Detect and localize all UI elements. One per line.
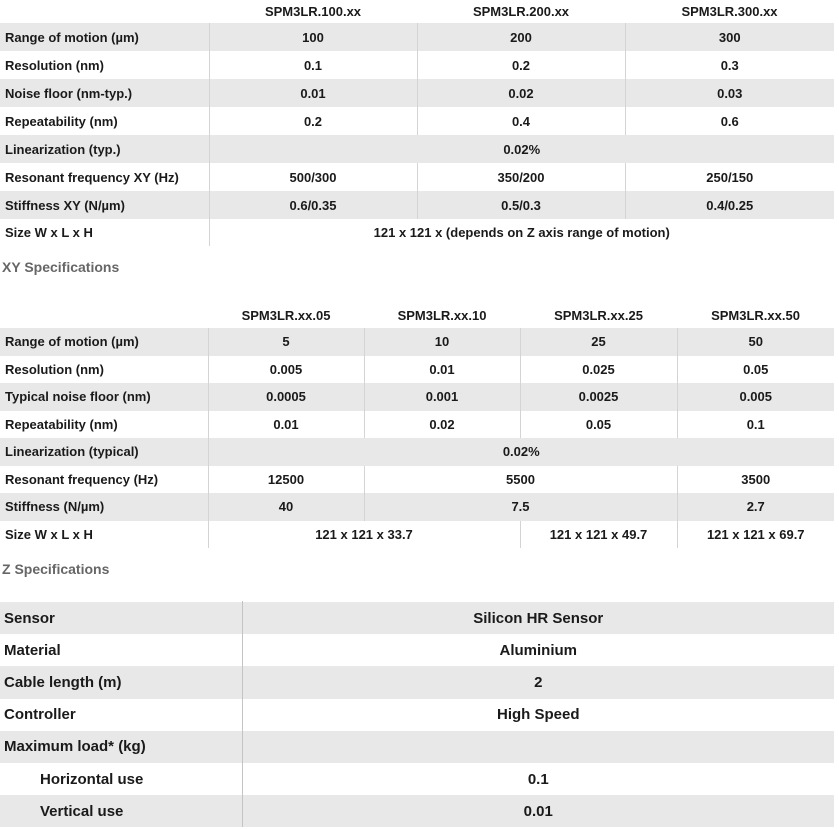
table-row [0, 23, 834, 51]
table-cell: 2 [242, 666, 834, 698]
table-cell: 0.05 [520, 411, 677, 439]
table-row [0, 602, 834, 634]
table-row [0, 191, 834, 219]
table-cell: High Speed [242, 699, 834, 731]
table-cell: 0.001 [364, 383, 520, 411]
table-row [0, 411, 834, 439]
xy-specifications-caption: XY Specifications [2, 259, 120, 275]
table-row [0, 163, 834, 191]
row-label: Resonant frequency XY (Hz) [0, 163, 209, 191]
table-cell: 0.01 [364, 356, 520, 384]
table-row [0, 763, 834, 795]
table-row [0, 383, 834, 411]
table-cell: 25 [520, 328, 677, 356]
table-cell: 0.2 [209, 107, 417, 135]
z-specifications-caption: Z Specifications [2, 561, 110, 577]
table-cell: 0.1 [242, 763, 834, 795]
table-cell: Silicon HR Sensor [242, 602, 834, 634]
table-cell-merged: 0.02% [209, 135, 834, 163]
table-cell: 10 [364, 328, 520, 356]
row-label: Stiffness XY (N/µm) [0, 191, 209, 219]
table-row [0, 731, 834, 763]
row-label: Controller [0, 699, 242, 731]
row-label: Stiffness (N/µm) [0, 493, 208, 521]
column-header: SPM3LR.xx.05 [208, 302, 364, 328]
table-cell: 250/150 [625, 163, 834, 191]
table-cell: 0.01 [209, 79, 417, 107]
table-cell: 0.5/0.3 [417, 191, 625, 219]
table-row [0, 521, 834, 549]
row-label: Linearization (typ.) [0, 135, 209, 163]
table-cell: 121 x 121 x 49.7 [520, 521, 677, 549]
row-label: Resolution (nm) [0, 356, 208, 384]
column-header: SPM3LR.xx.50 [677, 302, 834, 328]
table-cell-merged: 7.5 [364, 493, 677, 521]
table-cell: 0.005 [208, 356, 364, 384]
table-cell: 0.1 [677, 411, 834, 439]
row-label: Size W x L x H [0, 219, 209, 246]
table-header-row [0, 0, 834, 23]
table-header-row [0, 302, 834, 328]
table-cell: 0.02 [364, 411, 520, 439]
table-cell: 50 [677, 328, 834, 356]
table-row [0, 438, 834, 466]
table-row [0, 107, 834, 135]
table-cell: 0.1 [209, 51, 417, 79]
table-cell: 0.0005 [208, 383, 364, 411]
table-cell: 0.05 [677, 356, 834, 384]
table-row [0, 795, 834, 827]
table-cell: 2.7 [677, 493, 834, 521]
table-cell: Aluminium [242, 634, 834, 666]
table-cell [242, 731, 834, 763]
table-cell-merged: 0.02% [208, 438, 834, 466]
table-row [0, 79, 834, 107]
header-empty [0, 0, 209, 23]
table-row [0, 666, 834, 698]
row-label: Repeatability (nm) [0, 411, 208, 439]
table-cell: 0.3 [625, 51, 834, 79]
table-cell: 200 [417, 23, 625, 51]
table-cell: 0.02 [417, 79, 625, 107]
row-label: Horizontal use [0, 763, 242, 795]
table-cell: 121 x 121 x 69.7 [677, 521, 834, 549]
header-empty [0, 302, 208, 328]
table-cell: 0.6 [625, 107, 834, 135]
column-header: SPM3LR.200.xx [417, 0, 625, 23]
table-cell: 40 [208, 493, 364, 521]
column-header: SPM3LR.xx.25 [520, 302, 677, 328]
table-row [0, 135, 834, 163]
table-row [0, 51, 834, 79]
row-label: Range of motion (µm) [0, 328, 208, 356]
table-cell-merged: 121 x 121 x (depends on Z axis range of motion) [209, 219, 834, 246]
row-label: Typical noise floor (nm) [0, 383, 208, 411]
table-row [0, 466, 834, 494]
table-row [0, 219, 834, 246]
row-label: Range of motion (µm) [0, 23, 209, 51]
table-row [0, 328, 834, 356]
table-row [0, 699, 834, 731]
table-cell: 0.0025 [520, 383, 677, 411]
table-cell: 350/200 [417, 163, 625, 191]
table-cell: 3500 [677, 466, 834, 494]
row-label: Linearization (typical) [0, 438, 208, 466]
table-cell: 0.4 [417, 107, 625, 135]
table-cell: 500/300 [209, 163, 417, 191]
row-label: Size W x L x H [0, 521, 208, 549]
table-cell-merged: 121 x 121 x 33.7 [208, 521, 520, 549]
z-spec-table [0, 302, 834, 548]
table-cell: 0.03 [625, 79, 834, 107]
column-header: SPM3LR.xx.10 [364, 302, 520, 328]
xy-spec-table [0, 0, 834, 246]
table-cell: 0.2 [417, 51, 625, 79]
row-label: Resolution (nm) [0, 51, 209, 79]
table-cell: 300 [625, 23, 834, 51]
row-label: Material [0, 634, 242, 666]
row-label: Vertical use [0, 795, 242, 827]
table-cell: 0.025 [520, 356, 677, 384]
table-cell: 0.005 [677, 383, 834, 411]
table-cell: 100 [209, 23, 417, 51]
table-row [0, 493, 834, 521]
table-cell-merged: 5500 [364, 466, 677, 494]
table-cell: 5 [208, 328, 364, 356]
column-header: SPM3LR.300.xx [625, 0, 834, 23]
table-cell: 0.01 [208, 411, 364, 439]
table-cell: 0.4/0.25 [625, 191, 834, 219]
column-header: SPM3LR.100.xx [209, 0, 417, 23]
general-spec-table [0, 601, 834, 827]
row-label: Resonant frequency (Hz) [0, 466, 208, 494]
table-cell: 0.01 [242, 795, 834, 827]
row-label: Sensor [0, 602, 242, 634]
table-cell: 0.6/0.35 [209, 191, 417, 219]
row-label: Repeatability (nm) [0, 107, 209, 135]
row-label: Maximum load* (kg) [0, 731, 242, 763]
row-label: Noise floor (nm-typ.) [0, 79, 209, 107]
table-row [0, 356, 834, 384]
table-cell: 12500 [208, 466, 364, 494]
table-row [0, 634, 834, 666]
row-label: Cable length (m) [0, 666, 242, 698]
